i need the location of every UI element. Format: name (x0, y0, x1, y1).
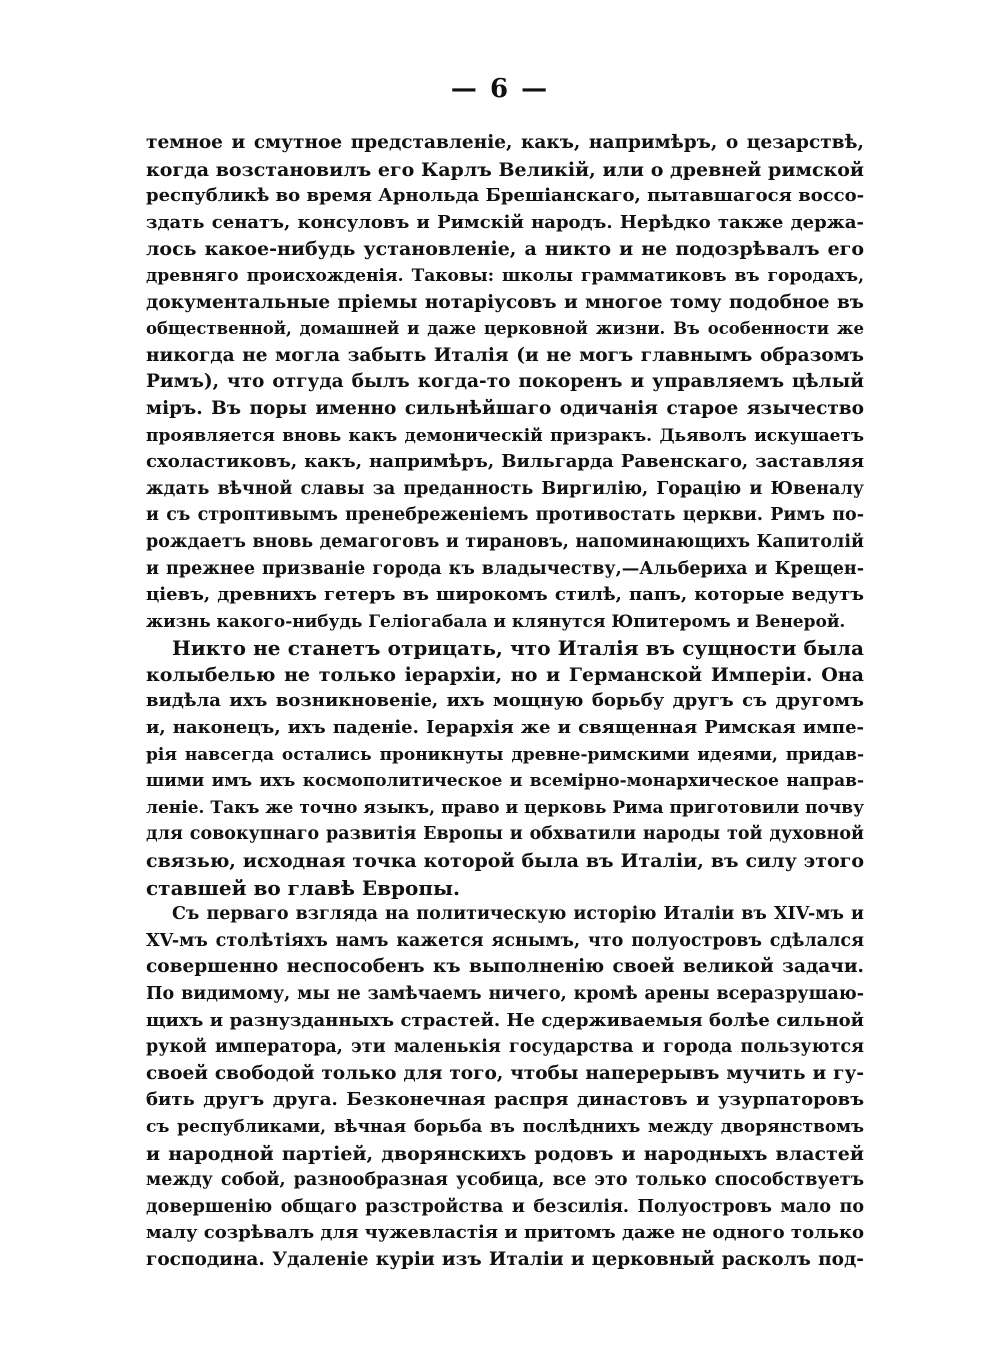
page-number: — 6 — (450, 74, 550, 104)
text-line: рождаетъ вновь демагоговъ и тирановъ, напоминающихъ Капитолій (146, 531, 864, 552)
text-line: своей свободой только для того, чтобы наперерывъ мучить и гу- (146, 1062, 864, 1084)
text-line: Римъ), что отгуда былъ когда-то покоренъ и управляемъ цѣлый (146, 371, 864, 393)
text-line: довершенію общаго разстройства и безсилія. Полуостровъ мало по (146, 1196, 864, 1217)
text-line: По видимому, мы не замѣчаемъ ничего, кромѣ арены всеразрушаю- (146, 984, 864, 1004)
text-line: леніе. Такъ же точно языкъ, право и церковь Рима приготовили почву (146, 797, 864, 818)
text-line: проявляется вновь какъ демоническій призракъ. Дьяволъ искушаетъ (146, 425, 864, 446)
text-line: міръ. Въ поры именно сильнѣйшаго одичанія старое язычество (146, 397, 864, 419)
text-line: бить другъ друга. Безконечная распря династовъ и узурпаторовъ (146, 1089, 864, 1111)
text-line: шими имъ ихъ космополитическое и всемірно-монархическое направ- (146, 771, 864, 792)
text-line: ціевъ, древнихъ гетеръ въ широкомъ стилѣ, папъ, которые ведутъ (146, 584, 864, 606)
text-line: рія навсегда остались проникнуты древне-римскими идеями, придав- (146, 744, 864, 765)
text-line: и съ строптивымъ пренебреженіемъ противостать церкви. Римъ по- (146, 505, 864, 526)
text-line: рукой императора, эти маленькія государства и города пользуются (146, 1037, 864, 1058)
text-line: ставшей во главѣ Европы. (146, 875, 460, 900)
text-line: и, наконецъ, ихъ паденіе. Іерархія же и священная Римская импе- (146, 717, 864, 739)
text-line: Никто не станетъ отрицать, что Италія въ сущности была (172, 636, 864, 661)
text-line: схоластиковъ, какъ, напримѣръ, Вильгарда Равенскаго, заставляя (146, 451, 864, 473)
text-line: жизнь какого-нибудь Геліогабала и клянутся Юпитеромъ и Венерой. (146, 611, 846, 632)
text-line: здать сенатъ, консуловъ и Римскій народъ. Нерѣдко также держа- (146, 211, 864, 233)
body-text (146, 130, 864, 1274)
text-line: съ республиками, вѣчная борьба въ послѣднихъ между дворянствомъ (146, 1116, 864, 1137)
text-line: для совокупнаго развитія Европы и обхватили народы той духовной (146, 824, 864, 845)
text-line: малу созрѣвалъ для чужевластія и притомъ даже не одного только (146, 1222, 864, 1244)
text-line: общественной, домашней и даже церковной жизни. Въ особенности же (146, 319, 864, 339)
text-line: темное и смутное представленіе, какъ, напримѣръ, о цезарствѣ, (146, 132, 864, 153)
text-line: древняго происхожденія. Таковы: школы грамматиковъ въ городахъ, (146, 265, 864, 286)
text-line: никогда не могла забыть Италія (и не могъ главнымъ образомъ (146, 344, 864, 366)
text-line: господина. Удаленіе куріи изъ Италіи и церковный расколъ под- (146, 1248, 864, 1270)
text-line: когда возстановилъ его Карлъ Великій, или о древней римской (146, 158, 864, 181)
text-line: и прежнее призваніе города къ владычеству,—Альбериха и Крещен- (146, 558, 864, 579)
text-line: документальные пріемы нотаріусовъ и многое тому подобное въ (146, 291, 864, 313)
text-line: ждать вѣчной славы за преданность Виргилію, Горацію и Ювеналу (146, 478, 864, 499)
text-line: колыбелью не только іерархіи, но и Германской Имперіи. Она (146, 663, 864, 686)
text-line: и народной партіей, дворянскихъ родовъ и народныхъ властей (146, 1142, 864, 1165)
text-line: совершенно неспособенъ къ выполненію своей великой задачи. (146, 956, 864, 978)
text-line: между собой, разнообразная усобица, все это только способствуетъ (146, 1170, 864, 1191)
text-line: XV-мъ столѣтіяхъ намъ кажется яснымъ, что полуостровъ сдѣлался (146, 930, 864, 951)
text-line: Съ перваго взгляда на политическую исторію Италіи въ XIV-мъ и (172, 904, 864, 925)
text-line: щихъ и разнузданныхъ страстей. Не сдерживаемыя болѣе сильной (146, 1009, 864, 1031)
text-line: видѣла ихъ возникновеніе, ихъ мощную борьбу другъ съ другомъ (146, 690, 864, 712)
text-line: республикѣ во время Арнольда Брешіанскаго, пытавшагося воссо- (146, 185, 864, 207)
text-line: связью, исходная точка которой была въ Италіи, въ силу этого (146, 850, 864, 873)
text-line: лось какое-нибудь установленіе, а никто и не подозрѣвалъ его (146, 238, 864, 261)
